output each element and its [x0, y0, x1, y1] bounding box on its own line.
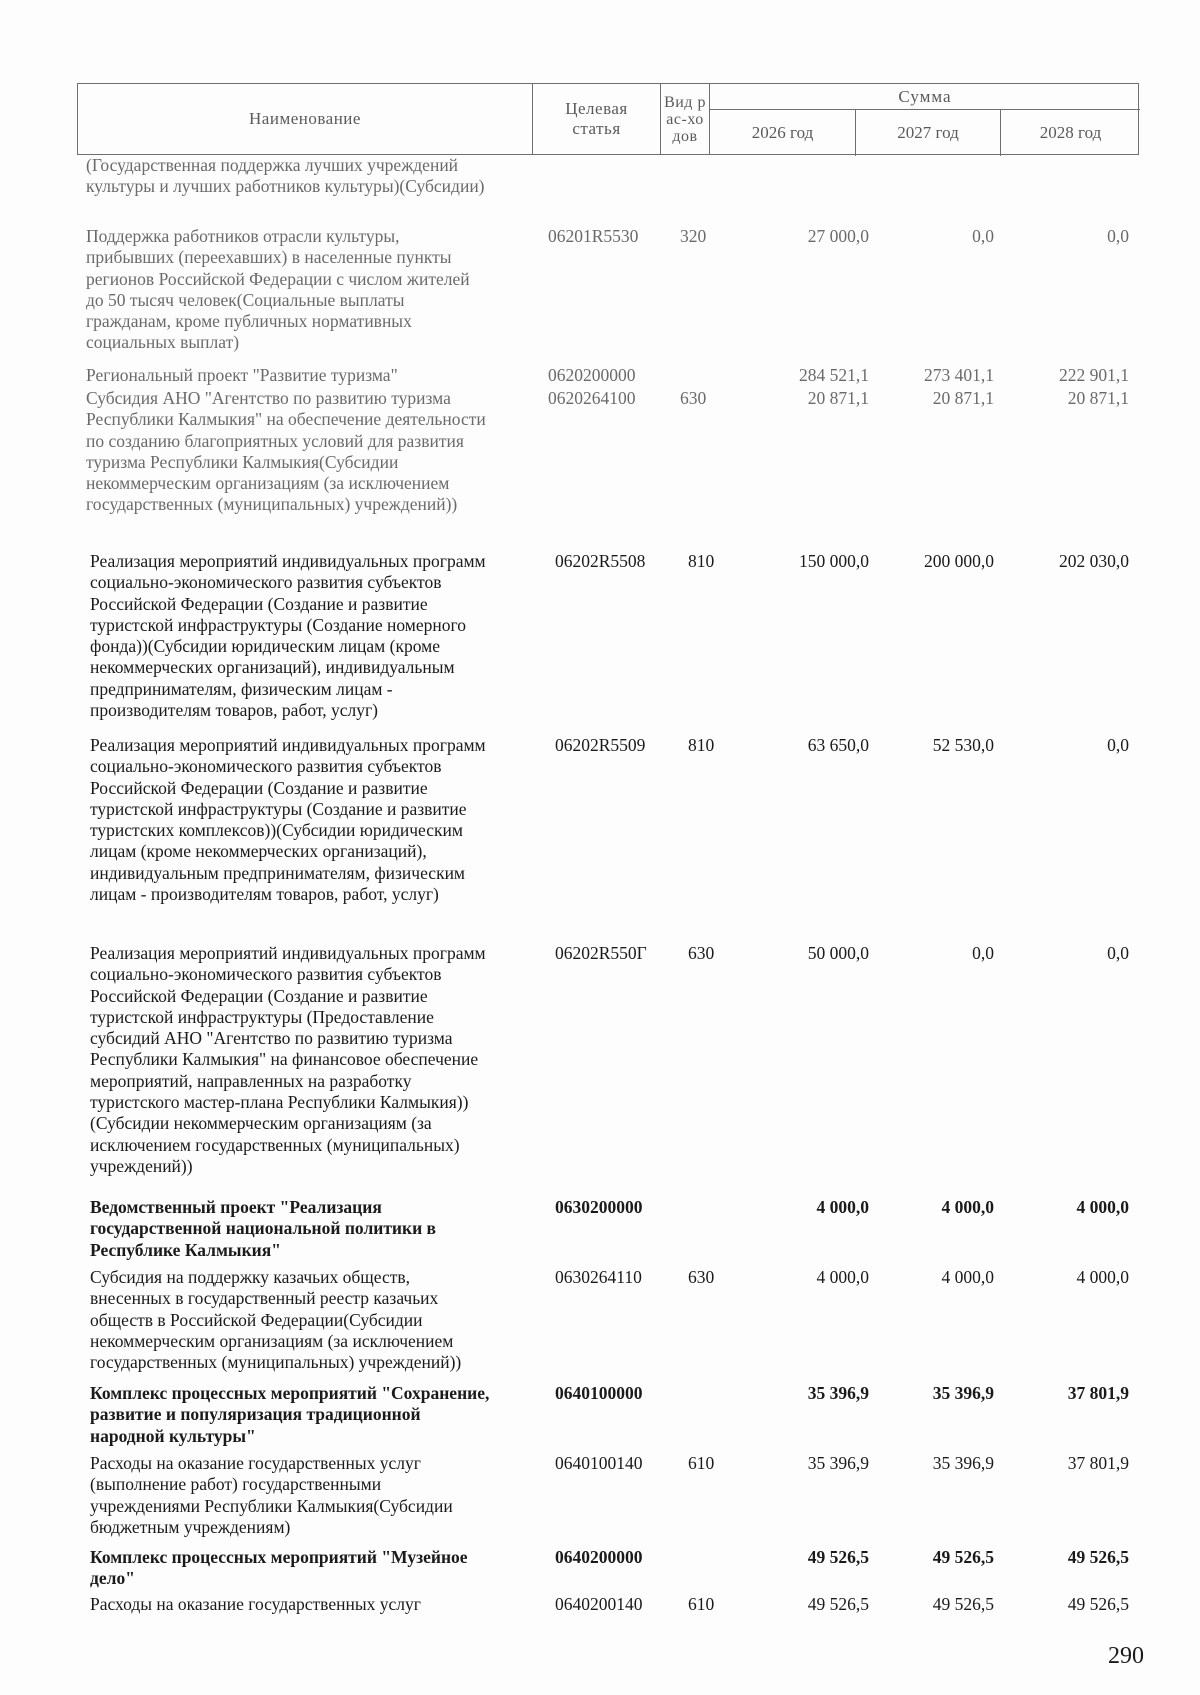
header-name: Наименование	[78, 84, 533, 154]
row-sum-2026: 35 396,9	[807, 1453, 869, 1473]
row-target-article: 0630264110	[555, 1267, 642, 1287]
header-year-2026: 2026 год	[710, 109, 856, 156]
row-name: (Государственная поддержка лучших учреждений культуры и лучших работников культуры)(Субсидии)	[86, 155, 485, 197]
row-target-article: 0640200000	[555, 1547, 643, 1567]
header-sum: Сумма	[710, 84, 1140, 110]
page-number: 290	[1108, 1643, 1144, 1669]
row-sum-2028: 0,0	[1107, 226, 1129, 246]
row-name: Расходы на оказание государственных услуг	[90, 1594, 421, 1614]
row-name: Комплекс процессных мероприятий "Сохранение, развитие и популяризация традиционной народной культуры"	[90, 1383, 490, 1446]
header-expense-kind	[661, 84, 710, 154]
row-target-article: 06202R550Г	[555, 943, 647, 963]
row-sum-2028: 49 526,5	[1067, 1594, 1129, 1614]
row-sum-2028: 0,0	[1107, 735, 1129, 755]
row-sum-2028: 37 801,9	[1067, 1383, 1129, 1403]
table-header	[77, 83, 1139, 155]
row-target-article: 0640100000	[555, 1383, 643, 1403]
row-sum-2026: 49 526,5	[807, 1594, 869, 1614]
row-sum-2028: 4 000,0	[1076, 1197, 1129, 1217]
row-target-article: 06201R5530	[548, 226, 639, 246]
row-sum-2027: 200 000,0	[924, 551, 994, 571]
header-expense-kind-text: Вид рас-ходов	[664, 93, 706, 145]
row-sum-2027: 52 530,0	[932, 735, 994, 755]
row-name: Субсидия АНО "Агентство по развитию туризма Республики Калмыкия" на обеспечение деятельности по созданию благоприятных условий для развития туризма Республики Калмыкия(Субсидии некоммерческим организациям (за исключением государственных (муниципальных) учреждений))	[86, 388, 486, 515]
row-expense-kind: 610	[688, 1453, 715, 1473]
row-sum-2028: 37 801,9	[1067, 1453, 1129, 1473]
row-sum-2028: 49 526,5	[1067, 1547, 1129, 1567]
row-sum-2027: 4 000,0	[941, 1267, 994, 1287]
header-year-2027: 2027 год	[856, 109, 1001, 156]
row-sum-2026: 284 521,1	[799, 365, 869, 385]
row-sum-2028: 0,0	[1107, 943, 1129, 963]
row-sum-2026: 4 000,0	[816, 1267, 869, 1287]
row-sum-2028: 222 901,1	[1059, 365, 1129, 385]
row-target-article: 0630200000	[555, 1197, 643, 1217]
row-sum-2026: 50 000,0	[807, 943, 869, 963]
row-name: Комплекс процессных мероприятий "Музейное дело"	[90, 1547, 468, 1589]
row-expense-kind: 610	[688, 1594, 715, 1614]
header-target-article-text: Целевая статья	[565, 99, 628, 138]
header-year-2028: 2028 год	[1039, 122, 1102, 142]
row-target-article: 0620200000	[548, 365, 636, 385]
row-name: Субсидия на поддержку казачьих обществ, внесенных в государственный реестр казачьих обществ в Российской Федерации(Субсидии некоммерческим организациям (за исключением государственных (муниципальных) учреждений))	[90, 1267, 462, 1373]
row-sum-2026: 20 871,1	[807, 388, 869, 408]
row-sum-2027: 49 526,5	[932, 1547, 994, 1567]
row-target-article: 0640100140	[555, 1453, 643, 1473]
row-expense-kind: 320	[680, 226, 707, 246]
row-target-article: 0620264100	[548, 388, 636, 408]
row-name: Региональный проект "Развитие туризма"	[86, 365, 398, 385]
row-name: Реализация мероприятий индивидуальных программ социально-экономического развития субъектов Российской Федерации (Создание и развитие туристской инфраструктуры (Создание номерного фонда))(Субсидии юридическим лицам (кроме некоммерческих организаций), индивидуальным предпринимателям, физическим лицам - производителям товаров, работ, услуг)	[90, 551, 486, 721]
row-sum-2026: 35 396,9	[807, 1383, 869, 1403]
row-target-article: 06202R5509	[555, 735, 646, 755]
row-expense-kind: 810	[688, 551, 715, 571]
row-sum-2027: 4 000,0	[941, 1197, 994, 1217]
row-sum-2026: 150 000,0	[799, 551, 869, 571]
row-expense-kind: 630	[688, 943, 715, 963]
row-sum-2026: 4 000,0	[816, 1197, 869, 1217]
row-target-article: 0640200140	[555, 1594, 643, 1614]
row-name: Реализация мероприятий индивидуальных программ социально-экономического развития субъектов Российской Федерации (Создание и развитие туристской инфраструктуры (Предоставление субсидий АНО "Агентство по развитию туризма Республики Калмыкия" на финансовое обеспечение мероприятий, направленных на разработку туристского мастер-плана Республики Калмыкия))(Субсидии некоммерческим организациям (за исключением государственных (муниципальных) учреждений))	[90, 943, 486, 1176]
row-sum-2027: 20 871,1	[932, 388, 994, 408]
row-sum-2027: 49 526,5	[932, 1594, 994, 1614]
row-name: Поддержка работников отрасли культуры, прибывших (переехавших) в населенные пункты регионов Российской Федерации с числом жителей до 50 тысяч человек(Социальные выплаты гражданам, кроме публичных нормативных социальных выплат)	[86, 226, 470, 353]
row-sum-2027: 0,0	[972, 226, 994, 246]
row-sum-2028: 20 871,1	[1067, 388, 1129, 408]
row-sum-2027: 35 396,9	[932, 1453, 994, 1473]
row-sum-2026: 49 526,5	[807, 1547, 869, 1567]
row-target-article: 06202R5508	[555, 551, 646, 571]
row-sum-2026: 27 000,0	[807, 226, 869, 246]
row-sum-2028: 202 030,0	[1059, 551, 1129, 571]
row-sum-2026: 63 650,0	[807, 735, 869, 755]
header-target-article	[533, 84, 661, 154]
row-name: Расходы на оказание государственных услуг (выполнение работ) государственными учреждениями Республики Калмыкия(Субсидии бюджетным учреждениям)	[90, 1453, 453, 1537]
row-sum-2027: 35 396,9	[932, 1383, 994, 1403]
row-expense-kind: 810	[688, 735, 715, 755]
row-expense-kind: 630	[680, 388, 707, 408]
row-name: Ведомственный проект "Реализация государственной национальной политики в Республике Калмыкия"	[90, 1197, 437, 1260]
row-expense-kind: 630	[688, 1267, 715, 1287]
row-sum-2027: 273 401,1	[924, 365, 994, 385]
row-name: Реализация мероприятий индивидуальных программ социально-экономического развития субъектов Российской Федерации (Создание и развитие туристской инфраструктуры (Создание и развитие туристских комплексов))(Субсидии юридическим лицам (кроме некоммерческих организаций), индивидуальным предпринимателям, физическим лицам - производителям товаров, работ, услуг)	[90, 735, 486, 905]
row-sum-2028: 4 000,0	[1076, 1267, 1129, 1287]
row-sum-2027: 0,0	[972, 943, 994, 963]
